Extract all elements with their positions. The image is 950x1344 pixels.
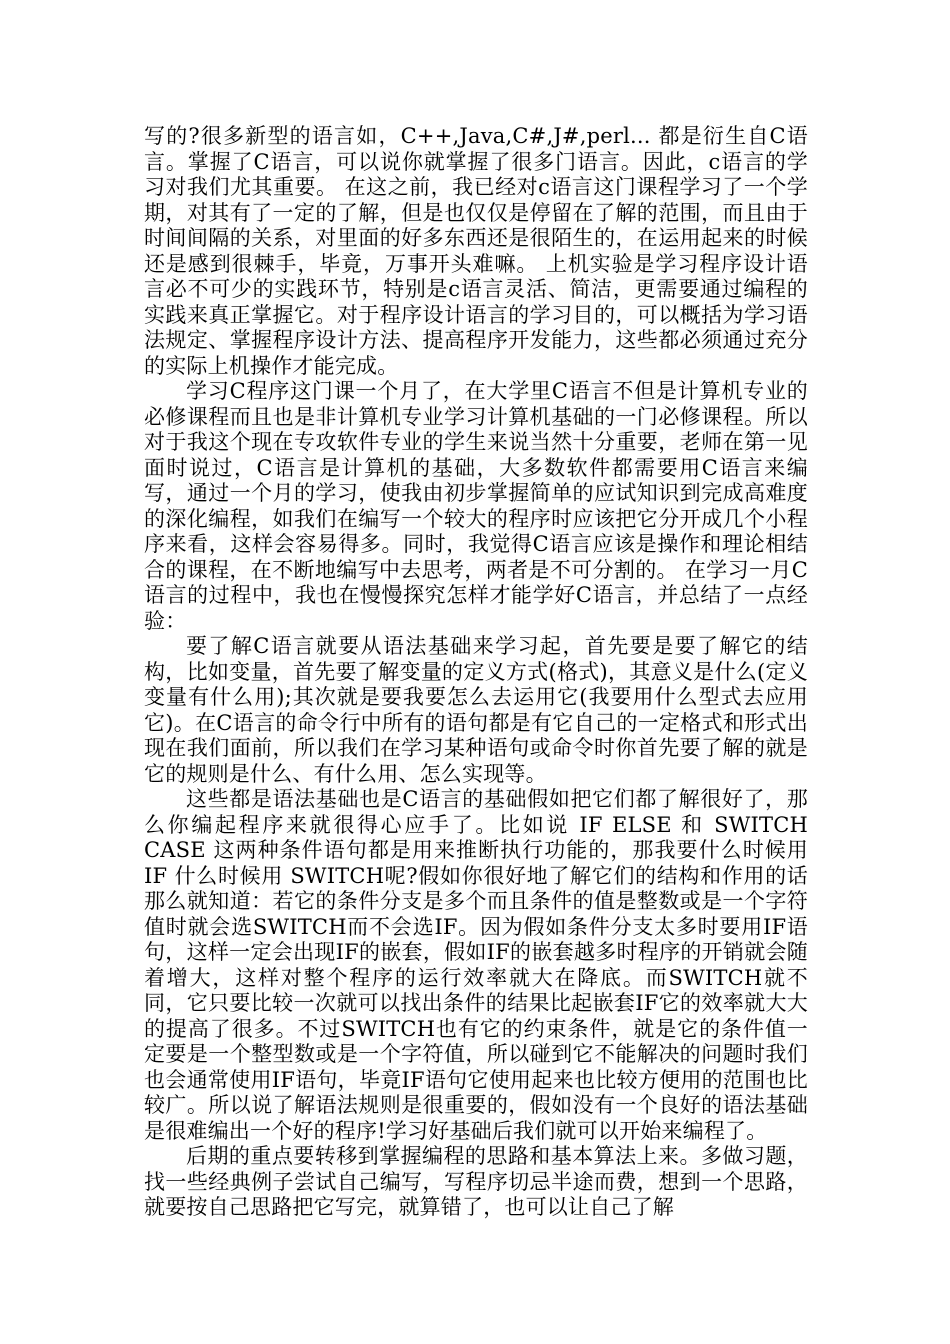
paragraph-4: 这些都是语法基础也是C语言的基础假如把它们都了解很好了，那么你编起程序来就很得心应手了。比如说 IF ELSE 和 SWITCH CASE 这两种条件语句都是用来推断执行功能的，那我要什么时候用 IF 什么时候用 SWITCH呢?假如你很好地了解它们的结构和作用的话那么就知道：若它的条件分支是多个而且条件的值是整数或是一个字符值时就会选SWITCH而不会选IF。因为假如条件分支太多时要用IF语句，这样一定会出现IF的嵌套，假如IF的嵌套越多时程序的开销就会随着增大，这样对整个程序的运行效率就大在降底。而SWITCH就不同，它只要比较一次就可以找出条件的结果比起嵌套IF它的效率就大大的提高了很多。不过SWITCH也有它的约束条件，就是它的条件值一定要是一个整型数或是一个字符值，所以碰到它不能解决的问题时我们也会通常使用IF语句，毕竟IF语句它使用起来也比较方便用的范围也比较广。所以说了解语法规则是很重要的，假如没有一个良好的语法基础是很难编出一个好的程序!学习好基础后我们就可以开始来编程了。 — [144, 787, 808, 1143]
paragraph-5: 后期的重点要转移到掌握编程的思路和基本算法上来。多做习题，找一些经典例子尝试自己编写，写程序切忌半途而费，想到一个思路，就要按自己思路把它写完，就算错了，也可以让自己了解 — [144, 1144, 808, 1219]
paragraph-1: 写的?很多新型的语言如，C++,Java,C#,J#,perl... 都是衍生自C语言。掌握了C语言，可以说你就掌握了很多门语言。因此，c语言的学习对我们尤其重要。 在这之前，我已经对c语言这门课程学习了一个学期，对其有了一定的了解，但是也仅仅是停留在了解的范围，而且由于时间间隔的关系，对里面的好多东西还是很陌生的，在运用起来的时候还是感到很棘手，毕竟，万事开头难嘛。 上机实验是学习程序设计语言必不可少的实践环节，特别是c语言灵活、简洁，更需要通过编程的实践来真正掌握它。对于程序设计语言的学习目的，可以概括为学习语法规定、掌握程序设计方法、提高程序开发能力，这些都必须通过充分的实际上机操作才能完成。 — [144, 124, 808, 378]
paragraph-3: 要了解C语言就要从语法基础来学习起，首先要是要了解它的结构，比如变量，首先要了解变量的定义方式(格式)，其意义是什么(定义变量有什么用);其次就是要我要怎么去运用它(我要用什么型式去应用它)。在C语言的命令行中所有的语句都是有它自己的一定格式和形式出现在我们面前，所以我们在学习某种语句或命令时你首先要了解的就是它的规则是什么、有什么用、怎么实现等。 — [144, 634, 808, 786]
document-body — [144, 124, 808, 1221]
paragraph-2: 学习C程序这门课一个月了，在大学里C语言不但是计算机专业的必修课程而且也是非计算机专业学习计算机基础的一门必修课程。所以对于我这个现在专攻软件专业的学生来说当然十分重要，老师在第一见面时说过，C语言是计算机的基础，大多数软件都需要用C语言来编写，通过一个月的学习，使我由初步掌握简单的应试知识到完成高难度的深化编程，如我们在编写一个较大的程序时应该把它分开成几个小程序来看，这样会容易得多。同时，我觉得C语言应该是操作和理论相结合的课程，在不断地编写中去思考，两者是不可分割的。 在学习一月C语言的过程中，我也在慢慢探究怎样才能学好C语言，并总结了一点经验： — [144, 379, 808, 633]
